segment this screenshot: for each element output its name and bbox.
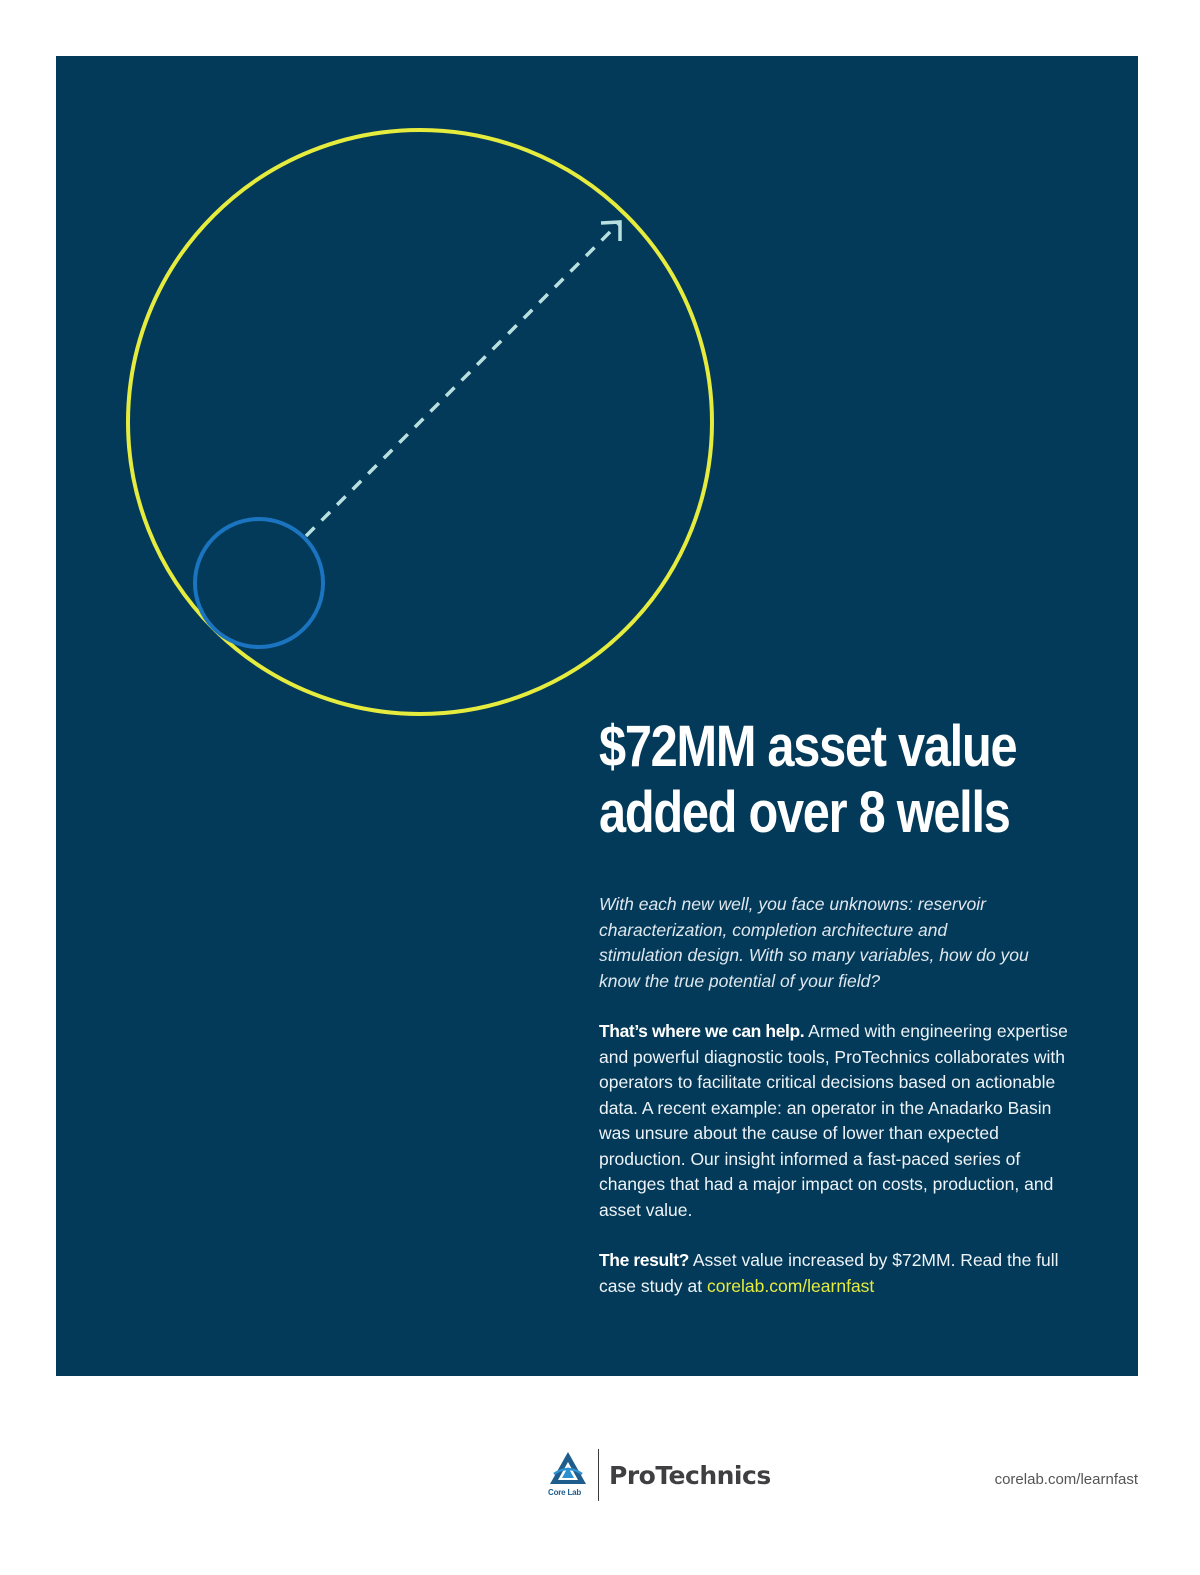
help-lead: That’s where we can help. bbox=[599, 1021, 805, 1041]
logo-divider bbox=[598, 1449, 599, 1501]
headline bbox=[599, 714, 1036, 846]
intro-paragraph: With each new well, you face unknowns: reservoir characterization, completion architecture and stimulation design. With so many variables, how do you know the true potential of your field? bbox=[599, 894, 1029, 991]
help-paragraph bbox=[599, 1019, 1069, 1223]
result-lead: The result? bbox=[599, 1250, 689, 1270]
dashed-arrow-icon bbox=[306, 222, 620, 536]
corelab-triangle-icon bbox=[548, 1450, 588, 1488]
protechnics-wordmark: ProTechnics bbox=[609, 1460, 771, 1490]
footer-logo bbox=[548, 1448, 771, 1502]
corelab-label: Core Lab bbox=[548, 1488, 582, 1497]
result-text: Asset value increased by $72MM. Read the full case study at bbox=[599, 1250, 1059, 1296]
help-text: Armed with engineering expertise and powerful diagnostic tools, ProTechnics collaborates with operators to facilitate critical decisions based on actionable data. A recent example: an operator in the Anadarko Basin was unsure about the cause of lower than expected production. Our insight informed a fast-paced series of changes that had a major impact on costs, production, and asset value. bbox=[599, 1021, 1068, 1220]
headline-line-2: added over 8 wells bbox=[599, 780, 1010, 845]
ad-panel bbox=[56, 56, 1138, 1376]
result-paragraph bbox=[599, 1248, 1069, 1299]
headline-line-1: $72MM asset value bbox=[599, 714, 1017, 779]
case-study-link[interactable]: corelab.com/learnfast bbox=[706, 1275, 875, 1296]
footer-url[interactable]: corelab.com/learnfast bbox=[994, 1471, 1138, 1488]
blue-circle-icon bbox=[195, 519, 323, 647]
corelab-logo bbox=[548, 1450, 592, 1500]
